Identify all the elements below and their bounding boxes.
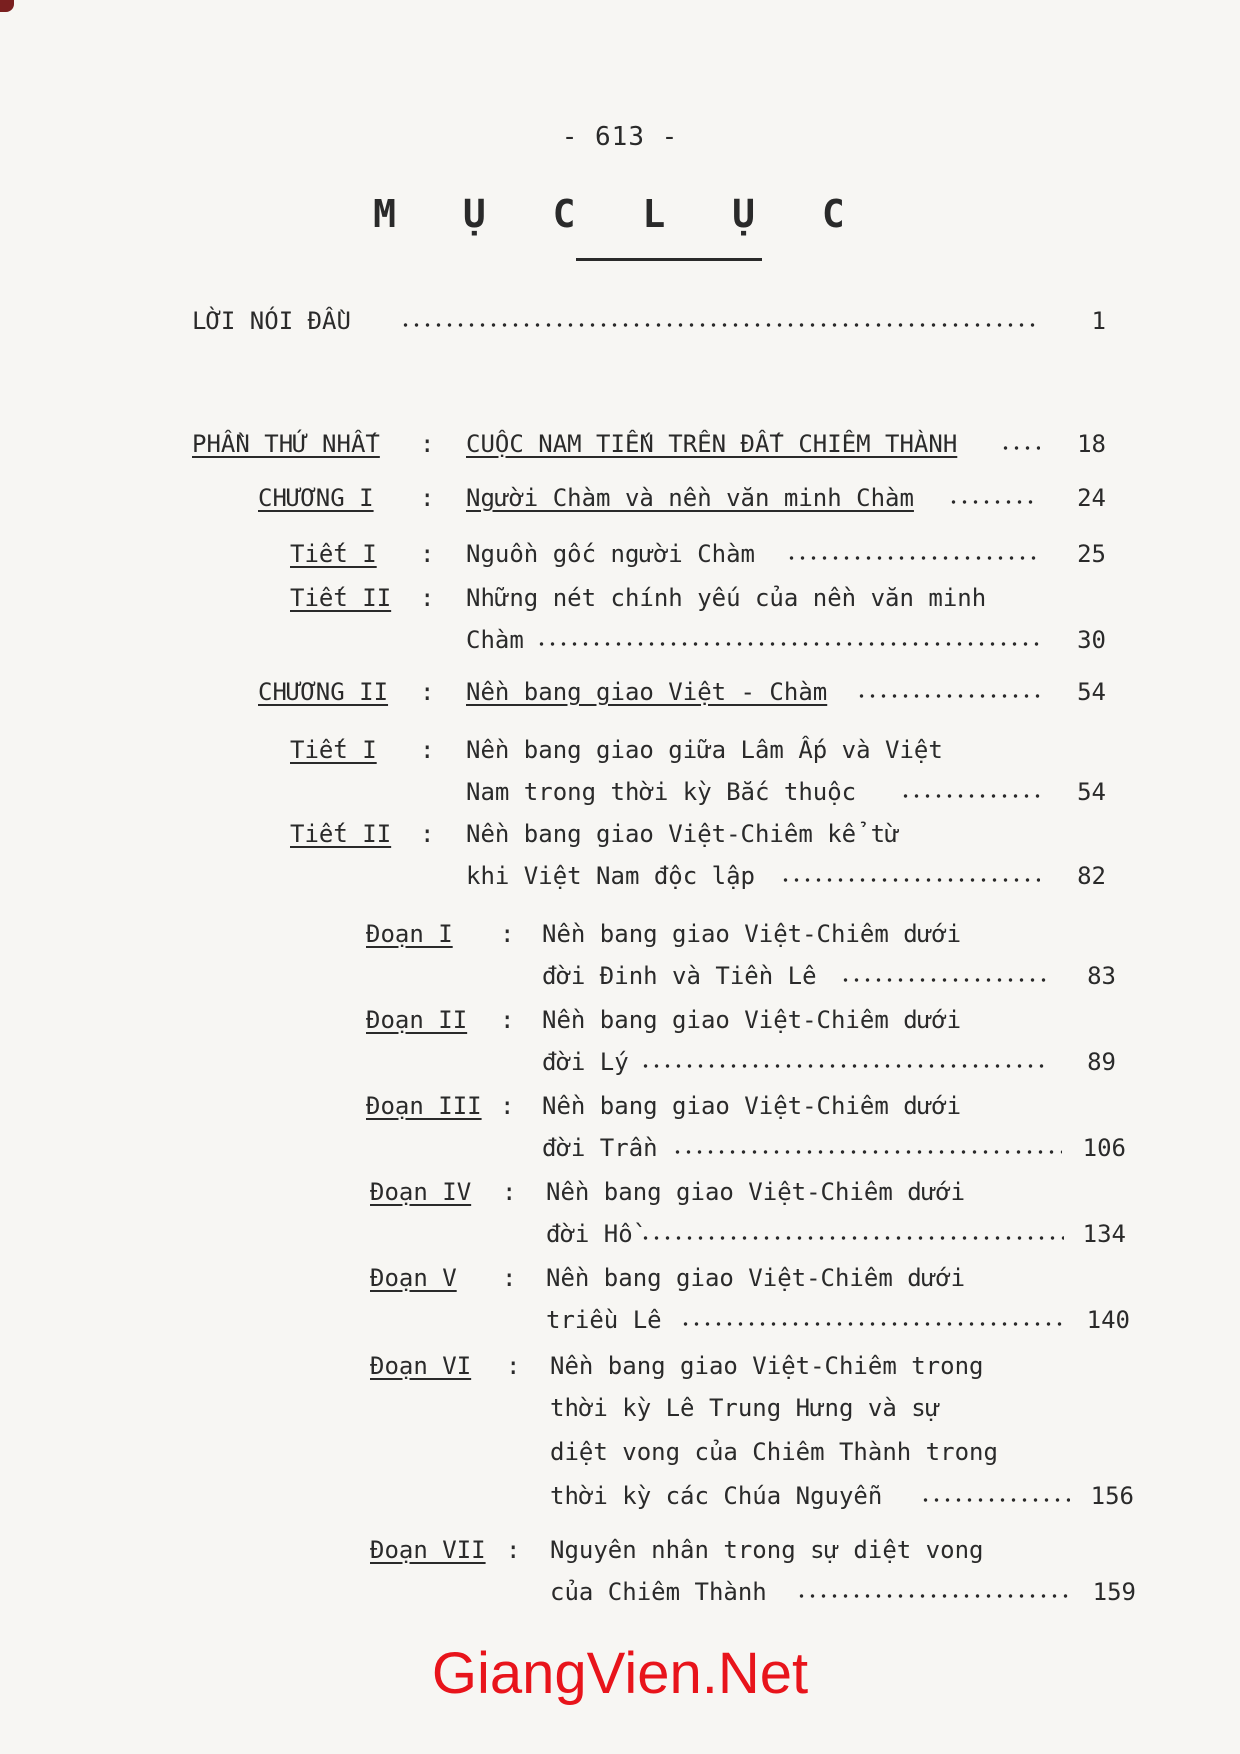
toc-entry-page: 159	[1092, 1578, 1136, 1606]
toc-entry-title-line: đời Lý	[542, 1048, 629, 1076]
toc-separator: :	[500, 920, 515, 948]
toc-entry-title: CUỘC NAM TIẾN TRÊN ĐẤT CHIÊM THÀNH	[466, 430, 958, 458]
toc-entry-label: CHƯƠNG II	[258, 678, 389, 706]
toc-separator: :	[420, 820, 435, 848]
toc-separator: :	[420, 540, 435, 568]
toc-entry-page: 24	[1077, 484, 1106, 512]
toc-entry-page: 106	[1082, 1134, 1126, 1162]
title-underline	[576, 258, 762, 261]
toc-entry-page: 25	[1077, 540, 1106, 568]
toc-entry-page: 18	[1077, 430, 1106, 458]
toc-entry-doan[interactable]	[0, 1258, 1240, 1342]
toc-entry-label: PHẦN THỨ NHẤT	[192, 430, 380, 458]
toc-entry-label: Đoạn III	[366, 1092, 482, 1120]
toc-entry-page: 82	[1077, 862, 1106, 890]
toc-separator: :	[506, 1352, 521, 1380]
toc-entry-page: 89	[1087, 1048, 1116, 1076]
toc-separator: :	[502, 1264, 517, 1292]
toc-entry-title: Nguồn gốc người Chàm	[466, 540, 755, 568]
toc-entry-label: Tiết II	[290, 584, 392, 612]
toc-entry-title: Người Chàm và nền văn minh Chàm	[466, 484, 914, 512]
toc-entry-title-line: Nền bang giao Việt-Chiêm trong	[550, 1352, 984, 1380]
page-title: M Ụ C L Ụ C	[373, 192, 867, 236]
dot-leader	[680, 1322, 1066, 1326]
dot-leader	[780, 878, 1040, 882]
toc-entry-title-line: đời Trần	[542, 1134, 658, 1162]
dot-leader	[536, 642, 1040, 646]
toc-entry-page: 156	[1090, 1482, 1134, 1510]
toc-entry-title-line: thời kỳ Lê Trung Hưng và sự	[550, 1394, 941, 1422]
toc-entry-title-line: triều Lê	[546, 1306, 662, 1334]
toc-entry-page: 30	[1077, 626, 1106, 654]
dot-leader	[1000, 446, 1040, 450]
toc-entry-doan[interactable]	[0, 1086, 1240, 1170]
dot-leader	[400, 323, 1040, 327]
toc-entry-section[interactable]	[0, 730, 1240, 814]
page-number: - 613 -	[561, 122, 679, 152]
toc-separator: :	[420, 484, 435, 512]
toc-entry-title-line: Những nét chính yếu của nền văn minh	[466, 584, 987, 612]
toc-entry-title-line: diệt vong của Chiêm Thành trong	[550, 1438, 998, 1466]
toc-entry-title-line: Nền bang giao Việt-Chiêm kể từ	[466, 820, 900, 848]
toc-entry-label: Đoạn VI	[370, 1352, 472, 1380]
toc-entry-title-line: Nền bang giao Việt-Chiêm dưới	[542, 1006, 962, 1034]
toc-entry-title-line: Nền bang giao Việt-Chiêm dưới	[542, 920, 962, 948]
toc-entry-page: 1	[1091, 307, 1106, 335]
toc-entry-doan[interactable]	[0, 1000, 1240, 1084]
toc-entry-label: Đoạn IV	[370, 1178, 472, 1206]
dot-leader	[920, 1498, 1070, 1502]
toc-entry-title-line: Nam trong thời kỳ Bắc thuộc	[466, 778, 857, 806]
dot-leader	[640, 1064, 1050, 1068]
dot-leader	[900, 794, 1040, 798]
toc-entry-page: 54	[1077, 778, 1106, 806]
toc-entry-title-line: Nền bang giao Việt-Chiêm dưới	[546, 1264, 966, 1292]
toc-separator: :	[420, 584, 435, 612]
toc-entry-label: Đoạn VII	[370, 1536, 486, 1564]
toc-entry-title-line: đời Hồ	[546, 1220, 633, 1248]
toc-entry-title-line: đời Đinh và Tiền Lê	[542, 962, 817, 990]
toc-entry-section[interactable]	[0, 814, 1240, 898]
toc-entry-page: 134	[1082, 1220, 1126, 1248]
toc-separator: :	[500, 1006, 515, 1034]
toc-entry-title-line: khi Việt Nam độc lập	[466, 862, 755, 890]
toc-entry-label: Tiết I	[290, 736, 377, 764]
toc-separator: :	[420, 678, 435, 706]
toc-entry-page: 83	[1087, 962, 1116, 990]
dot-leader	[856, 694, 1040, 698]
toc-entry-title-line: của Chiêm Thành	[550, 1578, 767, 1606]
toc-entry-title-line: Nền bang giao Việt-Chiêm dưới	[542, 1092, 962, 1120]
toc-entry-doan[interactable]	[0, 1172, 1240, 1256]
toc-separator: :	[506, 1536, 521, 1564]
toc-separator: :	[420, 736, 435, 764]
toc-entry-doan[interactable]	[0, 1530, 1240, 1614]
toc-entry-doan[interactable]	[0, 1346, 1240, 1516]
toc-entry-label: Tiết I	[290, 540, 377, 568]
dot-leader	[672, 1150, 1062, 1154]
dot-leader	[796, 1594, 1072, 1598]
toc-entry-title-line: Nền bang giao Việt-Chiêm dưới	[546, 1178, 966, 1206]
toc-entry-label: Tiết II	[290, 820, 392, 848]
toc-entry-label: LỜI NÓI ĐẦU	[192, 307, 351, 335]
watermark: GiangVien.Net	[431, 1641, 809, 1706]
toc-entry-title-line: Nền bang giao giữa Lâm Ấp và Việt	[466, 736, 943, 764]
toc-entry-label: Đoạn I	[366, 920, 453, 948]
toc-entry-label: Đoạn V	[370, 1264, 457, 1292]
toc-entry-page: 140	[1086, 1306, 1130, 1334]
dot-leader	[786, 556, 1040, 560]
toc-entry-doan[interactable]	[0, 914, 1240, 998]
toc-separator: :	[502, 1178, 517, 1206]
page-corner-mark	[0, 0, 14, 12]
toc-entry-title-line: Nguyên nhân trong sự diệt vong	[550, 1536, 984, 1564]
dot-leader	[640, 1236, 1064, 1240]
toc-separator: :	[420, 430, 435, 458]
toc-entry-label: CHƯƠNG I	[258, 484, 374, 512]
toc-entry-section[interactable]	[0, 578, 1240, 662]
toc-entry-title-line: thời kỳ các Chúa Nguyễn	[550, 1482, 883, 1510]
toc-separator: :	[500, 1092, 515, 1120]
toc-entry-label: Đoạn II	[366, 1006, 468, 1034]
toc-entry-page: 54	[1077, 678, 1106, 706]
dot-leader	[840, 978, 1050, 982]
dot-leader	[948, 500, 1038, 504]
toc-entry-title: Nền bang giao Việt - Chàm	[466, 678, 828, 706]
toc-entry-title-line: Chàm	[466, 626, 524, 654]
